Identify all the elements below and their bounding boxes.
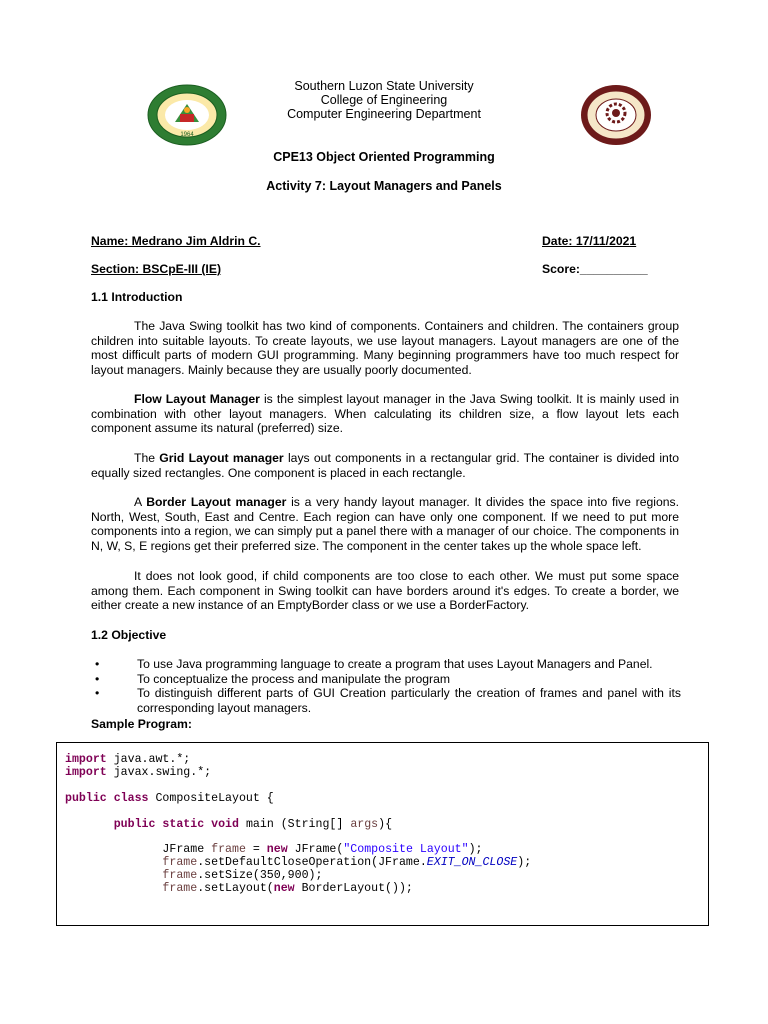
sample-program-label: Sample Program: [91, 717, 192, 731]
department-name: Computer Engineering Department [287, 107, 481, 121]
score-field: Score:__________ [542, 262, 648, 276]
activity-title: Activity 7: Layout Managers and Panels [266, 179, 502, 193]
student-name: Name: Medrano Jim Aldrin C. [91, 234, 261, 248]
section-field: Section: BSCpE-III (IE) [91, 262, 222, 276]
course-title: CPE13 Object Oriented Programming [273, 150, 495, 164]
university-name: Southern Luzon State University [294, 79, 474, 93]
svg-text:1964: 1964 [180, 132, 194, 138]
flow-layout-paragraph: Flow Layout Manager is the simplest layout manager in the Java Swing toolkit. It is mainly used in combination with other layout managers. When calculating its children size, a flow layout lets each component assume its natural (preferred) size. [91, 392, 679, 436]
intro-heading: 1.1 Introduction [91, 290, 183, 304]
intro-paragraph-1: The Java Swing toolkit has two kind of components. Containers and children. The containers group children into suitable layouts. To create layouts, we use layout managers. Layout managers are one of the most difficult parts of modern GUI programming. Many beginning programmers have too much respect for layout managers. Mainly because they are usually poorly documented. [91, 319, 679, 377]
list-item: • To use Java programming language to create a program that uses Layout Managers and Panel. [95, 657, 653, 671]
list-item: • To distinguish different parts of GUI Creation particularly the creation of frames and panel with its corresponding layout managers. [95, 686, 681, 715]
objective-list [91, 657, 681, 715]
objective-heading: 1.2 Objective [91, 628, 167, 642]
border-layout-paragraph: A Border Layout manager is a very handy layout manager. It divides the space into five regions. North, West, South, East and Centre. Each region can have only one component. If we need to put more components into a region, we can simply put a panel there with a manager of our choice. The components in N, W, S, E regions get their preferred size. The component in the center takes up the whole space left. [91, 495, 680, 553]
list-item: • To conceptualize the process and manipulate the program [95, 671, 450, 686]
college-name: College of Engineering [320, 93, 448, 107]
date-field: Date: 17/11/2021 [542, 234, 637, 248]
borders-paragraph: It does not look good, if child components are too close to each other. We must put some space among them. Each component in Swing toolkit can have borders around it's edges. To create a border, we either create a new instance of an EmptyBorder class or we use a BorderFactory. [91, 569, 679, 613]
code-listing: import java.awt.*; import javax.swing.*; public class CompositeLayout { public static void main (String[] args){ JFrame frame = new JFrame("Composite Layout"); frame.setDefaultCloseOperation(JFrame.EXIT_ON_CLOSE); frame.setSize(350,900); frame.setLayout(new BorderLayout()); [65, 753, 532, 896]
grid-layout-paragraph: The Grid Layout manager lays out components in a rectangular grid. The container is divided into equally sized rectangles. One component is placed in each rectangle. [91, 451, 680, 480]
